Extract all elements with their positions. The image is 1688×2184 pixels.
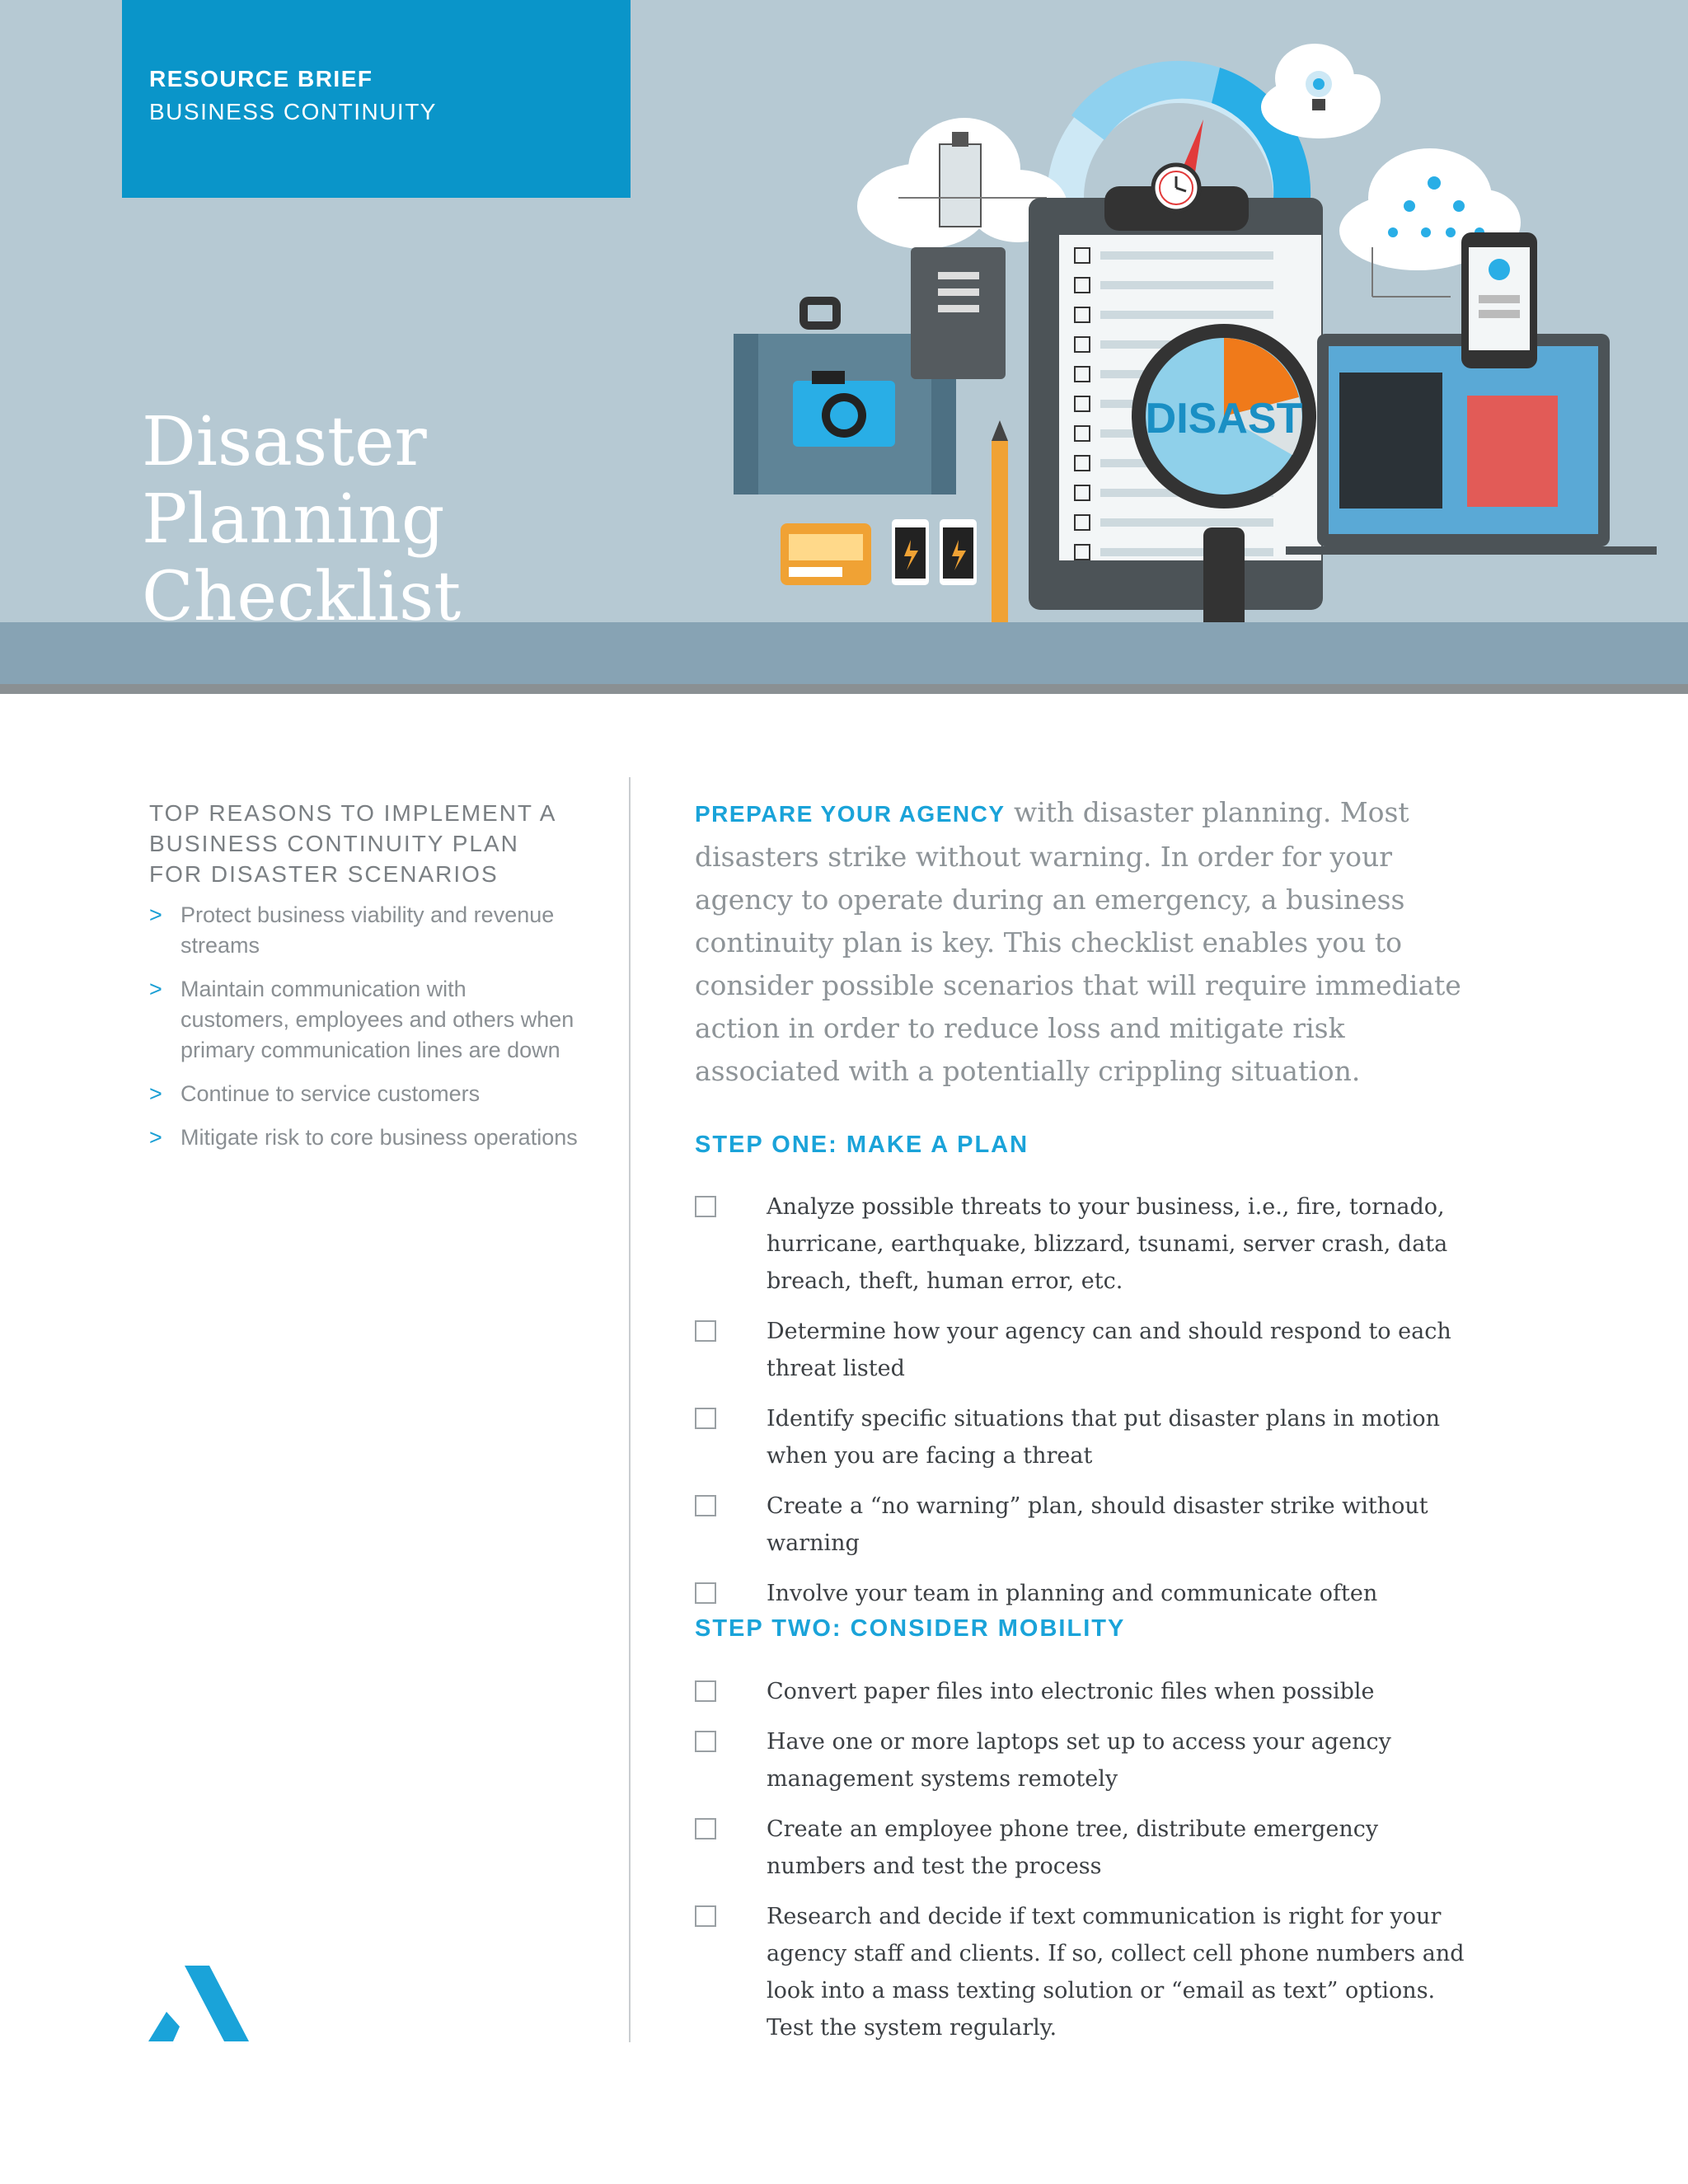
title-line-2: Checklist [142,558,462,622]
intro-lead: PREPARE YOUR AGENCY [695,801,1006,827]
category-label: BUSINESS CONTINUITY [149,99,437,124]
checkbox[interactable] [695,1680,716,1702]
checklist-item [695,1673,1478,1710]
checklist-item-text: Create an employee phone tree, distribute emergency numbers and test the process [767,1816,1379,1879]
pencil-icon [992,420,1008,622]
chevron-right-icon: > [149,902,162,927]
checklist-item-text: Determine how your agency can and should respond to each threat listed [767,1319,1451,1381]
reason-item [149,900,578,961]
title-line-1: Disaster Planning [142,403,445,559]
checklist-item [695,1898,1478,2046]
step-one-heading: STEP ONE: MAKE A PLAN [695,1132,1029,1158]
checkbox[interactable] [695,1905,716,1927]
hero-banner [0,0,1688,622]
hero-floor-band [0,622,1688,684]
phone-icon [1461,232,1537,368]
checklist-item [695,1488,1478,1562]
checkbox[interactable] [695,1582,716,1604]
reason-text: Protect business viability and revenue streams [181,902,555,958]
reason-item [149,1079,578,1109]
checklist-item [695,1313,1478,1387]
checklist-item [695,1188,1478,1300]
checklist-item [695,1400,1478,1474]
checklist-item-text: Analyze possible threats to your business, i.e., fire, tornado, hurricane, earthquake, blizzard, tsunami, server crash, data breach, theft, human error, etc. [767,1194,1448,1294]
reasons-list [149,900,578,1166]
reason-item [149,974,578,1066]
checklist-item-text: Create a “no warning” plan, should disaster strike without warning [767,1493,1428,1556]
step-two-heading: STEP TWO: CONSIDER MOBILITY [695,1615,1126,1642]
reason-text: Continue to service customers [181,1081,481,1106]
checkbox[interactable] [695,1196,716,1217]
chevron-right-icon: > [149,1081,162,1106]
hero-divider-rule [0,684,1688,694]
checklist-item-text: Convert paper files into electronic files when possible [767,1679,1375,1704]
chevron-right-icon: > [149,1125,162,1150]
checklist-item-text: Research and decide if text communication is right for your agency staff and clients. If so, collect cell phone numbers and look into a mass texting solution or “email as text” options. Test the system regularly. [767,1904,1465,2041]
chevron-right-icon: > [149,977,162,1001]
checklist-item [695,1723,1478,1797]
checkbox[interactable] [695,1495,716,1516]
resource-brief-label: RESOURCE BRIEF [149,66,373,91]
magnifier-text: DISAST [1145,395,1303,443]
checkbox[interactable] [695,1731,716,1752]
company-logo-icon [148,1966,249,2041]
reasons-heading: TOP REASONS TO IMPLEMENT A BUSINESS CONTINUITY PLAN FOR DISASTER SCENARIOS [149,800,556,887]
reason-text: Maintain communication with customers, employees and others when primary communication lines are down [181,977,574,1062]
notebook-icon [911,247,1006,379]
intro-paragraph [695,791,1461,1093]
radio-icon [781,523,871,585]
lightbulb-cloud-icon [1261,44,1381,138]
column-divider [629,777,631,2042]
battery-icon [892,519,977,585]
reason-text: Mitigate risk to core business operations [181,1125,578,1150]
disaster-planning-illustration [717,0,1688,622]
checklist-item-text: Involve your team in planning and communicate often [767,1581,1378,1606]
intro-body: with disaster planning. Most disasters strike without warning. In order for your agency to operate during an emergency, a business continuity plan is key. This checklist enables you to consider possible scenarios that will require immediate action in order to reduce loss and mitigate risk associated with a potentially crippling situation. [695,796,1461,1087]
checklist-item [695,1811,1478,1885]
checkbox[interactable] [695,1320,716,1342]
step-one-checklist [695,1188,1478,1625]
page-title [142,404,719,622]
checkbox[interactable] [695,1818,716,1840]
checklist-item-text: Identify specific situations that put disaster plans in motion when you are facing a threat [767,1406,1440,1469]
checkbox[interactable] [695,1408,716,1429]
reason-item [149,1122,578,1153]
step-two-checklist [695,1673,1478,2060]
checklist-item [695,1575,1478,1612]
checklist-item-text: Have one or more laptops set up to access your agency management systems remotely [767,1729,1391,1792]
